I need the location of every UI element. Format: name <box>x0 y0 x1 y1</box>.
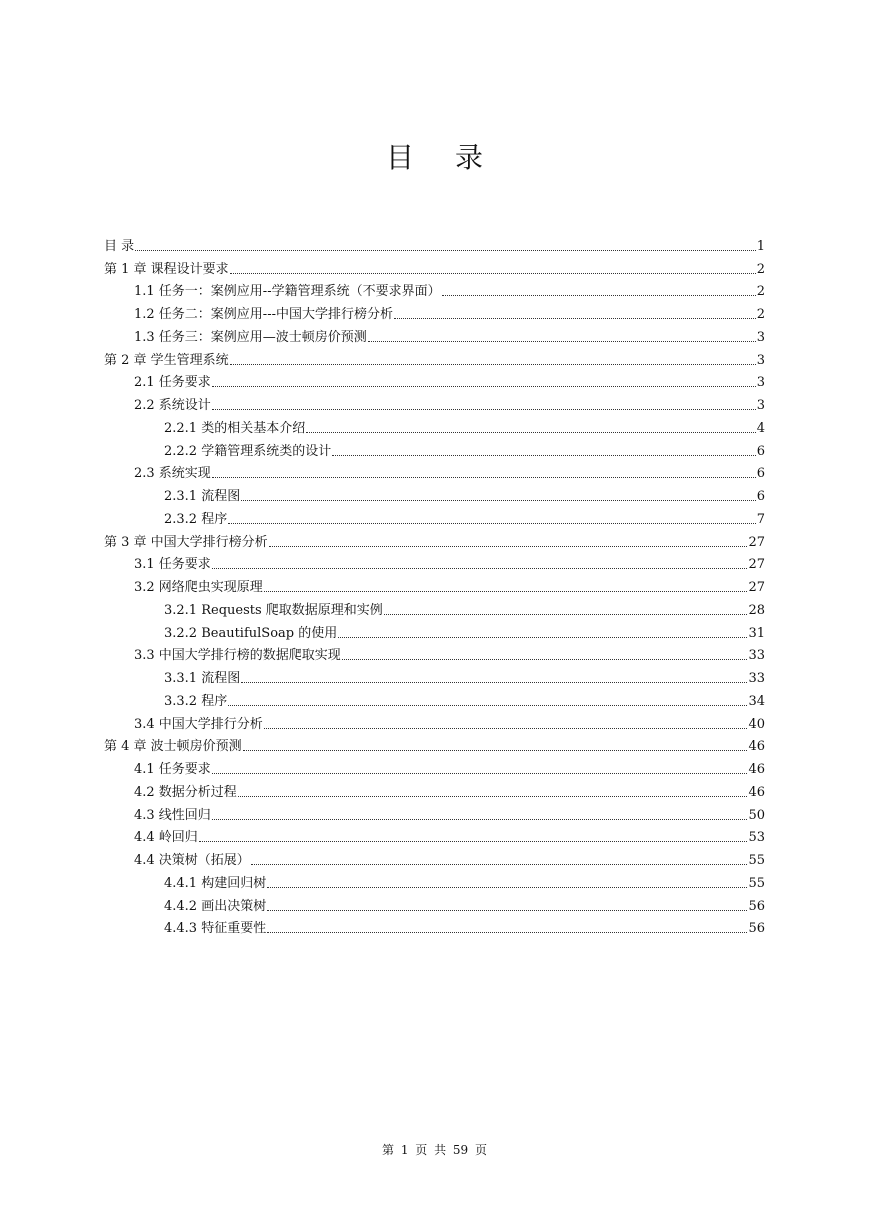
toc-leader-dots <box>135 250 756 251</box>
toc-entry[interactable] <box>104 231 765 254</box>
toc-entry-page-number: 27 <box>748 580 765 595</box>
toc-entry-page-number: 3 <box>756 329 765 345</box>
toc-entry[interactable] <box>104 527 765 550</box>
toc-entry-label: 第 3 章 中国大学排行榜分析 <box>104 534 268 550</box>
toc-entry-page-number: 40 <box>748 716 765 732</box>
toc-entry-label: 3.3.2 程序 <box>164 693 228 709</box>
toc-entry-page-number: 2 <box>756 307 765 322</box>
toc-entry-label: 3.1 任务要求 <box>134 557 211 573</box>
toc-leader-dots <box>199 841 748 842</box>
toc-entry-page-number: 56 <box>748 921 765 937</box>
toc-leader-dots <box>212 386 756 387</box>
toc-entry-page-number: 46 <box>748 739 765 755</box>
toc-leader-dots <box>394 318 756 319</box>
toc-entry[interactable] <box>104 663 765 686</box>
toc-entry-page-number: 3 <box>756 375 765 391</box>
toc-entry[interactable] <box>104 550 765 573</box>
toc-entry[interactable] <box>104 686 765 709</box>
toc-entry-page-number: 27 <box>748 534 765 550</box>
page-title: 目 录 <box>386 141 499 174</box>
toc-leader-dots <box>342 659 748 660</box>
toc-entry-label: 2.3.2 程序 <box>164 511 228 527</box>
toc-leader-dots <box>243 750 748 751</box>
toc-entry[interactable] <box>104 277 765 300</box>
toc-entry-page-number: 53 <box>748 830 765 846</box>
toc-entry-page-number: 27 <box>748 557 765 573</box>
page-footer: 第 1 页 共 59 页 <box>382 1143 487 1157</box>
toc-entry[interactable] <box>104 823 765 846</box>
toc-entry[interactable] <box>104 709 765 732</box>
toc-entry-label: 4.2 数据分析过程 <box>134 784 237 800</box>
toc-entry-page-number: 33 <box>748 648 765 664</box>
toc-leader-dots <box>267 910 747 911</box>
toc-entry[interactable] <box>104 891 765 914</box>
toc-entry-label: 2.3.1 流程图 <box>164 489 241 504</box>
toc-entry[interactable] <box>104 914 765 937</box>
toc-entry-page-number: 1 <box>756 238 765 254</box>
toc-leader-dots <box>269 546 748 547</box>
toc-entry[interactable] <box>104 595 765 618</box>
toc-entry-page-number: 46 <box>748 784 765 800</box>
toc-entry-page-number: 2 <box>756 284 765 300</box>
toc-leader-dots <box>230 273 756 274</box>
toc-entry[interactable] <box>104 436 765 459</box>
toc-entry-label: 3.4 中国大学排行分析 <box>134 716 263 732</box>
toc-entry[interactable] <box>104 800 765 823</box>
toc-leader-dots <box>228 705 747 706</box>
toc-entry-label: 2.1 任务要求 <box>134 375 211 391</box>
toc-entry-label: 3.3 中国大学排行榜的数据爬取实现 <box>134 648 341 664</box>
toc-entry-label: 第 2 章 学生管理系统 <box>104 352 229 368</box>
toc-leader-dots <box>238 796 748 797</box>
toc-leader-dots <box>306 432 756 433</box>
toc-entry-label: 1.1 任务一：案例应用--学籍管理系统（不要求界面） <box>134 284 441 300</box>
toc-entry-label: 2.3 系统实现 <box>134 466 211 482</box>
table-of-contents <box>104 231 765 936</box>
toc-entry-label: 2.2 系统设计 <box>134 398 211 413</box>
toc-entry[interactable] <box>104 390 765 413</box>
toc-entry-label: 4.4 岭回归 <box>134 830 198 846</box>
toc-entry-page-number: 33 <box>748 671 765 686</box>
toc-entry-label: 3.2.1 Requests 爬取数据原理和实例 <box>164 602 383 618</box>
toc-entry[interactable] <box>104 413 765 436</box>
toc-leader-dots <box>264 728 748 729</box>
toc-entry[interactable] <box>104 845 765 868</box>
toc-entry[interactable] <box>104 299 765 322</box>
toc-leader-dots <box>241 682 747 683</box>
toc-entry-label: 4.1 任务要求 <box>134 762 211 777</box>
toc-leader-dots <box>332 455 756 456</box>
toc-entry[interactable] <box>104 618 765 641</box>
toc-leader-dots <box>212 477 756 478</box>
toc-entry-page-number: 6 <box>756 489 765 504</box>
toc-entry[interactable] <box>104 572 765 595</box>
toc-entry-page-number: 3 <box>756 398 765 413</box>
toc-entry-page-number: 34 <box>748 693 765 709</box>
toc-entry-page-number: 31 <box>748 625 765 641</box>
toc-entry-label: 1.2 任务二：案例应用---中国大学排行榜分析 <box>134 307 393 322</box>
toc-entry-label: 2.2.1 类的相关基本介绍 <box>164 420 306 436</box>
toc-leader-dots <box>442 295 756 296</box>
toc-entry-label: 1.3 任务三：案例应用—波士顿房价预测 <box>134 329 367 345</box>
toc-leader-dots <box>212 773 748 774</box>
toc-entry-page-number: 2 <box>756 261 765 277</box>
toc-entry[interactable] <box>104 322 765 345</box>
toc-entry-label: 4.4.3 特征重要性 <box>164 921 267 937</box>
toc-leader-dots <box>264 591 748 592</box>
toc-entry-page-number: 50 <box>748 807 765 823</box>
toc-entry-label: 3.2 网络爬虫实现原理 <box>134 580 263 595</box>
toc-entry-label: 4.4.1 构建回归树 <box>164 875 267 891</box>
toc-entry-page-number: 55 <box>748 853 765 868</box>
toc-leader-dots <box>241 500 756 501</box>
toc-entry-label: 4.3 线性回归 <box>134 807 211 823</box>
toc-entry[interactable] <box>104 459 765 482</box>
toc-entry-page-number: 46 <box>748 762 765 777</box>
toc-entry-page-number: 55 <box>748 875 765 891</box>
toc-leader-dots <box>212 819 748 820</box>
toc-leader-dots <box>384 614 748 615</box>
toc-entry[interactable] <box>104 368 765 391</box>
toc-entry[interactable] <box>104 345 765 368</box>
toc-leader-dots <box>251 864 748 865</box>
toc-leader-dots <box>267 932 747 933</box>
toc-entry-page-number: 3 <box>756 352 765 368</box>
toc-leader-dots <box>368 341 756 342</box>
toc-entry[interactable] <box>104 777 765 800</box>
toc-entry-page-number: 28 <box>748 602 765 618</box>
toc-leader-dots <box>338 637 747 638</box>
toc-leader-dots <box>228 523 756 524</box>
toc-entry-label: 3.2.2 BeautifulSoap 的使用 <box>164 625 338 641</box>
toc-leader-dots <box>267 887 747 888</box>
toc-entry-label: 4.4.2 画出决策树 <box>164 898 267 914</box>
toc-leader-dots <box>212 409 756 410</box>
toc-entry-label: 3.3.1 流程图 <box>164 671 241 686</box>
toc-entry[interactable] <box>104 641 765 664</box>
toc-entry-page-number: 6 <box>756 466 765 482</box>
toc-entry[interactable] <box>104 504 765 527</box>
toc-entry[interactable] <box>104 754 765 777</box>
toc-entry-label: 目 录 <box>104 238 135 254</box>
toc-entry-label: 4.4 决策树（拓展） <box>134 853 250 868</box>
toc-entry-label: 第 4 章 波士顿房价预测 <box>104 739 242 755</box>
toc-entry-page-number: 56 <box>748 898 765 914</box>
toc-entry-label: 第 1 章 课程设计要求 <box>104 261 229 277</box>
toc-entry-page-number: 4 <box>756 420 765 436</box>
toc-entry[interactable] <box>104 732 765 755</box>
toc-leader-dots <box>230 364 756 365</box>
toc-entry-page-number: 7 <box>756 511 765 527</box>
toc-leader-dots <box>212 568 748 569</box>
toc-entry-label: 2.2.2 学籍管理系统类的设计 <box>164 443 332 459</box>
toc-entry[interactable] <box>104 481 765 504</box>
toc-entry-page-number: 6 <box>756 443 765 459</box>
toc-entry[interactable] <box>104 254 765 277</box>
toc-entry[interactable] <box>104 868 765 891</box>
